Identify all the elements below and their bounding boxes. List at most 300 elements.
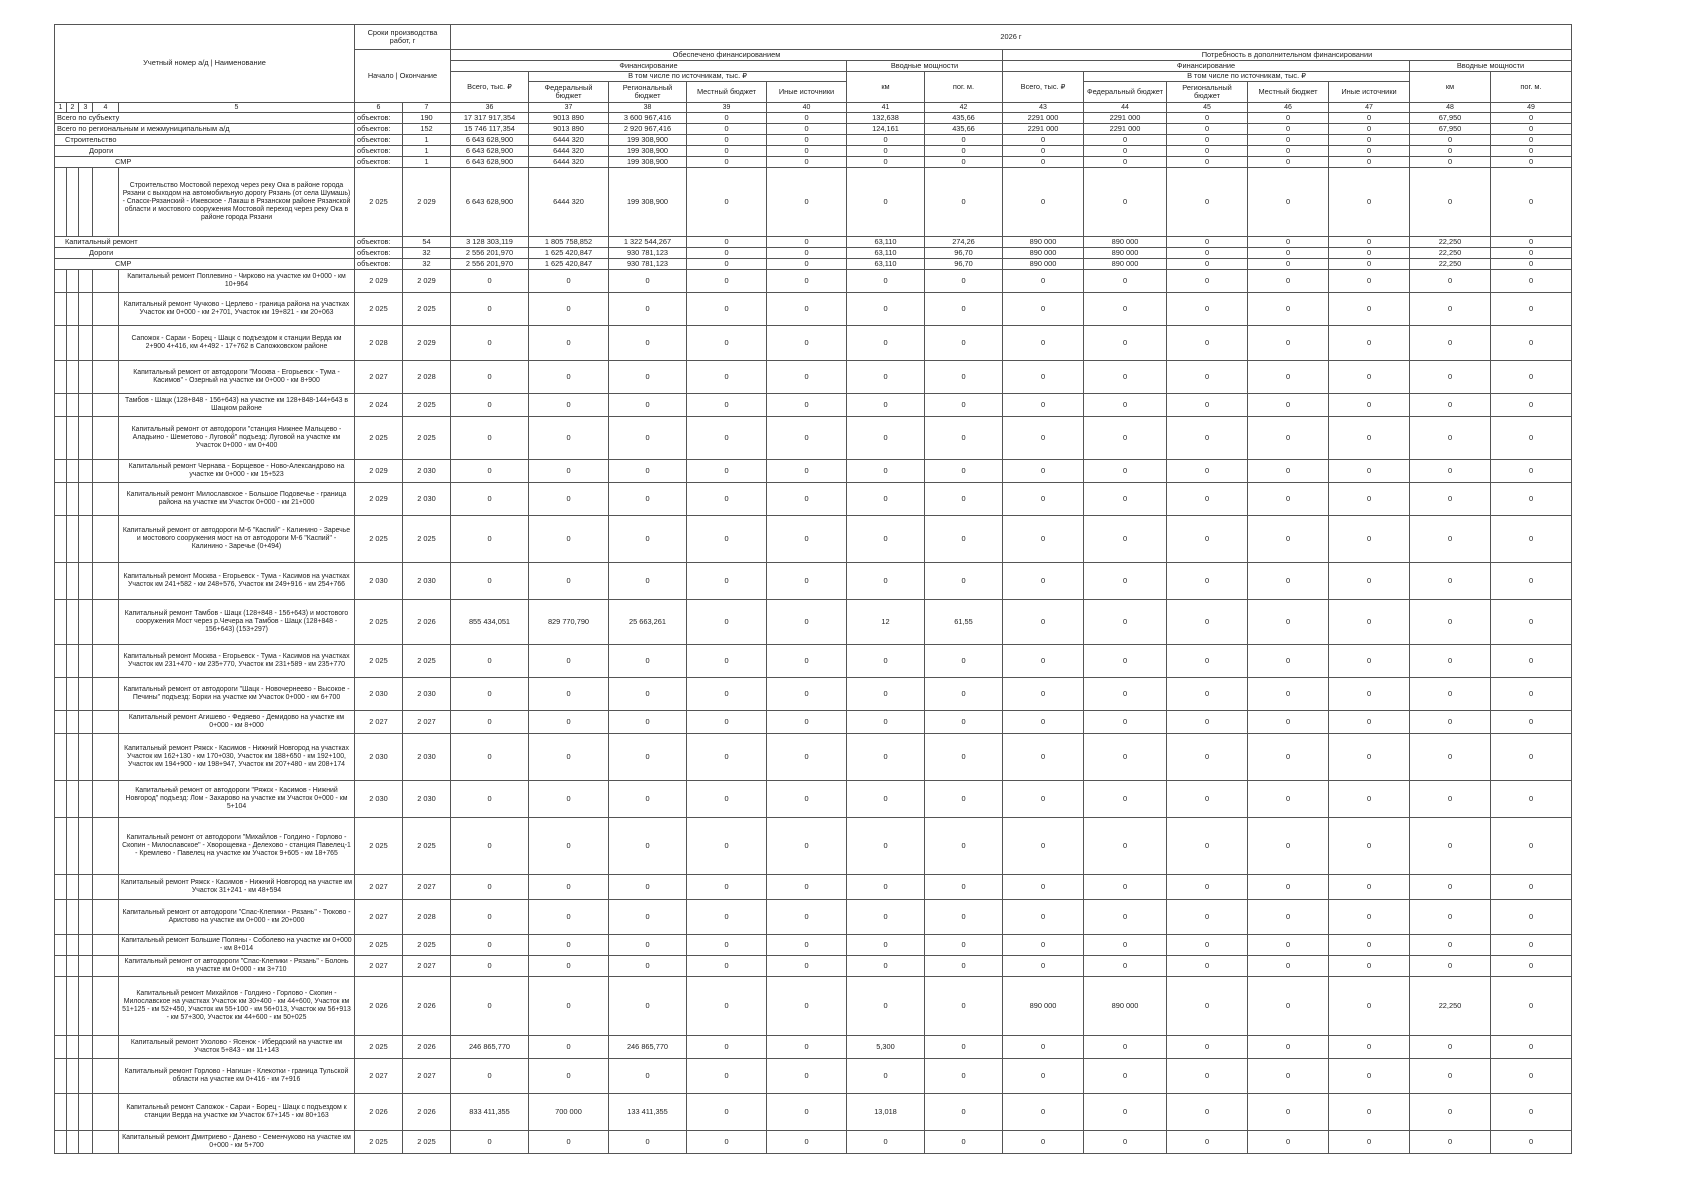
value-cell: 0	[1329, 135, 1410, 146]
value-cell: 0	[687, 326, 767, 361]
column-number: 44	[1084, 103, 1167, 113]
indent-cell	[67, 875, 79, 900]
value-cell: 0	[1084, 956, 1167, 977]
value-cell: 0	[1248, 563, 1329, 600]
value-cell: 0	[1167, 361, 1248, 394]
value-cell: 0	[529, 417, 609, 460]
value-cell: 0	[925, 483, 1003, 516]
value-cell: 0	[1167, 460, 1248, 483]
column-number: 4	[93, 103, 119, 113]
object-name: Капитальный ремонт Ряжск - Касимов - Нижний Новгород на участках Участок км 162+130 - км 170+030, Участок км 188+650 - км 192+100, Участок км 194+900 - км 198+947, Участок км 207+480 - км 208+174	[119, 734, 355, 781]
value-cell: 246 865,770	[451, 1036, 529, 1059]
indent-cell	[67, 977, 79, 1036]
end-year: 2 030	[403, 734, 451, 781]
value-cell: 0	[1084, 135, 1167, 146]
indent-cell	[93, 483, 119, 516]
value-cell: 0	[1491, 113, 1572, 124]
value-cell: 0	[1003, 956, 1084, 977]
indent-cell	[93, 600, 119, 645]
value-cell: 2 556 201,970	[451, 248, 529, 259]
value-cell: 0	[1084, 645, 1167, 678]
value-cell: 0	[1329, 645, 1410, 678]
value-cell: 0	[529, 956, 609, 977]
value-cell: 0	[1329, 1059, 1410, 1094]
table-row	[55, 1131, 1572, 1154]
value-cell: 0	[1410, 645, 1491, 678]
column-number: 2	[67, 103, 79, 113]
objects-label: объектов:	[355, 113, 403, 124]
value-cell: 0	[1003, 394, 1084, 417]
value-cell: 0	[451, 563, 529, 600]
indent-cell	[79, 900, 93, 935]
value-cell: 0	[767, 157, 847, 168]
value-cell: 0	[767, 394, 847, 417]
value-cell: 0	[1248, 1059, 1329, 1094]
value-cell: 0	[1084, 600, 1167, 645]
start-year: 2 030	[355, 734, 403, 781]
end-year: 2 027	[403, 711, 451, 734]
value-cell: 0	[1491, 516, 1572, 563]
value-cell: 0	[1248, 977, 1329, 1036]
value-cell: 435,66	[925, 113, 1003, 124]
indent-cell	[79, 516, 93, 563]
header-capacity: Вводные мощности	[847, 61, 1003, 72]
value-cell: 0	[925, 394, 1003, 417]
end-year: 2 027	[403, 875, 451, 900]
value-cell: 0	[1491, 394, 1572, 417]
value-cell: 0	[1329, 113, 1410, 124]
value-cell: 0	[1248, 900, 1329, 935]
end-year: 2 030	[403, 563, 451, 600]
value-cell: 0	[1084, 678, 1167, 711]
value-cell: 0	[1410, 146, 1491, 157]
value-cell: 0	[1410, 361, 1491, 394]
indent-cell	[55, 361, 67, 394]
value-cell: 0	[451, 361, 529, 394]
value-cell: 0	[1410, 460, 1491, 483]
value-cell: 0	[1167, 326, 1248, 361]
value-cell: 0	[687, 900, 767, 935]
value-cell: 0	[847, 645, 925, 678]
value-cell: 930 781,123	[609, 259, 687, 270]
objects-label: объектов:	[355, 237, 403, 248]
value-cell: 0	[1003, 135, 1084, 146]
value-cell: 0	[1248, 1131, 1329, 1154]
value-cell: 0	[609, 818, 687, 875]
end-year: 2 026	[403, 1036, 451, 1059]
value-cell: 133 411,355	[609, 1094, 687, 1131]
value-cell: 0	[451, 293, 529, 326]
value-cell: 0	[687, 157, 767, 168]
value-cell: 9013 890	[529, 124, 609, 135]
value-cell: 0	[451, 678, 529, 711]
value-cell: 0	[925, 270, 1003, 293]
value-cell: 0	[1491, 678, 1572, 711]
start-year: 2 025	[355, 1131, 403, 1154]
value-cell: 0	[1003, 146, 1084, 157]
value-cell: 0	[1491, 875, 1572, 900]
indent-cell	[79, 1131, 93, 1154]
column-number: 46	[1248, 103, 1329, 113]
value-cell: 0	[529, 818, 609, 875]
value-cell: 0	[1491, 157, 1572, 168]
value-cell: 0	[1167, 146, 1248, 157]
object-name: Капитальный ремонт Ухолово - Ясенок - Ибердский на участке км Участок 5+843 - км 11+143	[119, 1036, 355, 1059]
value-cell: 0	[1491, 259, 1572, 270]
value-cell: 1 805 758,852	[529, 237, 609, 248]
value-cell: 0	[1167, 1059, 1248, 1094]
value-cell: 0	[609, 483, 687, 516]
end-year: 2 030	[403, 781, 451, 818]
indent-cell	[79, 270, 93, 293]
table-row	[55, 516, 1572, 563]
value-cell: 0	[1248, 113, 1329, 124]
value-cell: 930 781,123	[609, 248, 687, 259]
table-row	[55, 875, 1572, 900]
value-cell: 0	[767, 1059, 847, 1094]
table-row	[55, 361, 1572, 394]
value-cell: 0	[1167, 818, 1248, 875]
value-cell: 0	[1329, 900, 1410, 935]
value-cell: 0	[687, 1094, 767, 1131]
value-cell: 0	[1329, 483, 1410, 516]
aggregate-row	[55, 146, 1572, 157]
value-cell: 0	[1329, 875, 1410, 900]
value-cell: 0	[1329, 678, 1410, 711]
aggregate-label: СМР	[55, 157, 355, 168]
value-cell: 0	[451, 781, 529, 818]
object-name: Строительство Мостовой переход через реку Ока в районе города Рязани с выходом на автомобильную дорогу Рязань (от села Шумашь) - Спасск-Рязанский - Ижевское - Лакаш в Рязанском районе Рязанской области и мостового сооружения Мостовой переход через реку Ока в районе города Рязани	[119, 168, 355, 237]
table-row	[55, 818, 1572, 875]
value-cell: 0	[1329, 270, 1410, 293]
value-cell: 0	[1003, 711, 1084, 734]
value-cell: 0	[925, 977, 1003, 1036]
header-pog: пог. м.	[925, 72, 1003, 103]
objects-label: объектов:	[355, 157, 403, 168]
column-number: 38	[609, 103, 687, 113]
indent-cell	[67, 711, 79, 734]
value-cell: 0	[1491, 237, 1572, 248]
value-cell: 0	[1248, 326, 1329, 361]
header-financing: Финансирование	[451, 61, 847, 72]
value-cell: 0	[1491, 1036, 1572, 1059]
column-number: 42	[925, 103, 1003, 113]
value-cell: 1 625 420,847	[529, 248, 609, 259]
table-row	[55, 394, 1572, 417]
object-name: Тамбов - Шацк (128+848 - 156+643) на участке км 128+848-144+643 в Шацком районе	[119, 394, 355, 417]
start-year: 2 027	[355, 900, 403, 935]
indent-cell	[79, 711, 93, 734]
value-cell: 890 000	[1084, 237, 1167, 248]
value-cell: 0	[847, 516, 925, 563]
indent-cell	[93, 361, 119, 394]
value-cell: 0	[1248, 781, 1329, 818]
value-cell: 0	[1167, 956, 1248, 977]
value-cell: 61,55	[925, 600, 1003, 645]
value-cell: 0	[925, 956, 1003, 977]
value-cell: 0	[609, 417, 687, 460]
value-cell: 17 317 917,354	[451, 113, 529, 124]
value-cell: 0	[1003, 483, 1084, 516]
table-row	[55, 326, 1572, 361]
indent-cell	[93, 900, 119, 935]
value-cell: 0	[687, 394, 767, 417]
value-cell: 0	[529, 1131, 609, 1154]
value-cell: 0	[767, 516, 847, 563]
value-cell: 0	[767, 237, 847, 248]
value-cell: 0	[451, 326, 529, 361]
value-cell: 6 643 628,900	[451, 146, 529, 157]
object-name: Капитальный ремонт от автодороги "Москва - Егорьевск - Тума - Касимов" - Озерный на участке км 0+000 - км 8+900	[119, 361, 355, 394]
start-year: 2 030	[355, 563, 403, 600]
value-cell: 0	[847, 818, 925, 875]
indent-cell	[79, 734, 93, 781]
table-row	[55, 977, 1572, 1036]
value-cell: 0	[1084, 168, 1167, 237]
value-cell: 0	[1410, 678, 1491, 711]
start-year: 2 025	[355, 293, 403, 326]
header-terms: Сроки производства работ, г	[355, 25, 451, 50]
indent-cell	[79, 483, 93, 516]
value-cell: 0	[1248, 600, 1329, 645]
indent-cell	[79, 645, 93, 678]
value-cell: 0	[687, 1131, 767, 1154]
value-cell: 0	[1410, 293, 1491, 326]
value-cell: 890 000	[1084, 259, 1167, 270]
value-cell: 0	[1003, 168, 1084, 237]
indent-cell	[55, 935, 67, 956]
value-cell: 0	[1410, 1131, 1491, 1154]
indent-cell	[55, 293, 67, 326]
value-cell: 0	[1248, 248, 1329, 259]
value-cell: 0	[1167, 394, 1248, 417]
value-cell: 0	[1084, 1059, 1167, 1094]
indent-cell	[55, 711, 67, 734]
value-cell: 0	[1491, 711, 1572, 734]
value-cell: 0	[1329, 563, 1410, 600]
start-year: 2 029	[355, 460, 403, 483]
column-number: 41	[847, 103, 925, 113]
value-cell: 0	[609, 516, 687, 563]
table-row	[55, 781, 1572, 818]
start-year: 2 028	[355, 326, 403, 361]
value-cell: 0	[609, 293, 687, 326]
indent-cell	[79, 1036, 93, 1059]
indent-cell	[79, 563, 93, 600]
value-cell: 0	[925, 1036, 1003, 1059]
value-cell: 0	[767, 1131, 847, 1154]
value-cell: 0	[847, 417, 925, 460]
value-cell: 0	[1003, 361, 1084, 394]
value-cell: 0	[1003, 516, 1084, 563]
value-cell: 0	[847, 734, 925, 781]
aggregate-label: Дороги	[55, 248, 355, 259]
value-cell: 1 625 420,847	[529, 259, 609, 270]
value-cell: 0	[1491, 977, 1572, 1036]
value-cell: 0	[1003, 875, 1084, 900]
value-cell: 0	[1248, 460, 1329, 483]
value-cell: 0	[687, 678, 767, 711]
objects-label: объектов:	[355, 124, 403, 135]
value-cell: 6 643 628,900	[451, 135, 529, 146]
value-cell: 0	[1084, 394, 1167, 417]
header-other-need: Иные источники	[1329, 82, 1410, 103]
value-cell: 0	[451, 1059, 529, 1094]
value-cell: 0	[687, 259, 767, 270]
value-cell: 0	[529, 875, 609, 900]
indent-cell	[67, 956, 79, 977]
indent-cell	[93, 460, 119, 483]
value-cell: 890 000	[1003, 248, 1084, 259]
indent-cell	[55, 270, 67, 293]
indent-cell	[79, 935, 93, 956]
indent-cell	[67, 734, 79, 781]
indent-cell	[67, 417, 79, 460]
value-cell: 22,250	[1410, 237, 1491, 248]
value-cell: 0	[1003, 678, 1084, 711]
column-number: 1	[55, 103, 67, 113]
objects-count: 32	[403, 259, 451, 270]
value-cell: 0	[847, 875, 925, 900]
table-row	[55, 935, 1572, 956]
value-cell: 0	[1167, 124, 1248, 135]
value-cell: 0	[847, 293, 925, 326]
indent-cell	[79, 168, 93, 237]
value-cell: 0	[1491, 270, 1572, 293]
value-cell: 0	[847, 900, 925, 935]
value-cell: 0	[767, 935, 847, 956]
value-cell: 0	[1003, 900, 1084, 935]
start-year: 2 027	[355, 711, 403, 734]
objects-count: 1	[403, 135, 451, 146]
value-cell: 0	[687, 460, 767, 483]
value-cell: 0	[1084, 326, 1167, 361]
value-cell: 0	[1491, 248, 1572, 259]
value-cell: 132,638	[847, 113, 925, 124]
header-federal: Федеральный бюджет	[529, 82, 609, 103]
header-need: Потребность в дополнительном финансировании	[1003, 50, 1572, 61]
indent-cell	[67, 645, 79, 678]
value-cell: 0	[925, 678, 1003, 711]
indent-cell	[55, 875, 67, 900]
value-cell: 0	[1329, 394, 1410, 417]
value-cell: 0	[1248, 168, 1329, 237]
end-year: 2 025	[403, 1131, 451, 1154]
table-row	[55, 483, 1572, 516]
value-cell: 124,161	[847, 124, 925, 135]
value-cell: 0	[1410, 900, 1491, 935]
object-name: Капитальный ремонт Сапожок - Сараи - Борец - Шацк с подъездом к станции Верда на участке км Участок 67+145 - км 80+163	[119, 1094, 355, 1131]
value-cell: 0	[1491, 417, 1572, 460]
value-cell: 0	[1084, 483, 1167, 516]
value-cell: 0	[1410, 1059, 1491, 1094]
indent-cell	[67, 293, 79, 326]
value-cell: 0	[609, 361, 687, 394]
value-cell: 0	[1248, 270, 1329, 293]
value-cell: 0	[1003, 563, 1084, 600]
column-number: 7	[403, 103, 451, 113]
value-cell: 0	[1248, 146, 1329, 157]
objects-label: объектов:	[355, 248, 403, 259]
value-cell: 0	[529, 394, 609, 417]
value-cell: 0	[1329, 361, 1410, 394]
value-cell: 0	[687, 361, 767, 394]
value-cell: 0	[1248, 259, 1329, 270]
indent-cell	[79, 875, 93, 900]
table-row	[55, 270, 1572, 293]
end-year: 2 028	[403, 361, 451, 394]
value-cell: 0	[1410, 516, 1491, 563]
end-year: 2 026	[403, 1094, 451, 1131]
value-cell: 0	[1248, 135, 1329, 146]
value-cell: 0	[1329, 168, 1410, 237]
object-name: Капитальный ремонт Тамбов - Шацк (128+848 - 156+643) и мостового сооружения Мост через р.Чечера на Тамбов - Шацк (128+848 - 156+643) (153+297)	[119, 600, 355, 645]
value-cell: 0	[925, 875, 1003, 900]
objects-label: объектов:	[355, 146, 403, 157]
value-cell: 0	[1248, 678, 1329, 711]
aggregate-label: Капитальный ремонт	[55, 237, 355, 248]
value-cell: 0	[1167, 600, 1248, 645]
indent-cell	[67, 1094, 79, 1131]
value-cell: 0	[925, 516, 1003, 563]
value-cell: 0	[767, 113, 847, 124]
indent-cell	[67, 818, 79, 875]
indent-cell	[55, 781, 67, 818]
header-federal-need: Федеральный бюджет	[1084, 82, 1167, 103]
table-row	[55, 900, 1572, 935]
value-cell: 0	[767, 417, 847, 460]
header-local: Местный бюджет	[687, 82, 767, 103]
value-cell: 0	[847, 781, 925, 818]
value-cell: 0	[1329, 600, 1410, 645]
value-cell: 0	[1329, 818, 1410, 875]
objects-count: 32	[403, 248, 451, 259]
value-cell: 0	[1167, 875, 1248, 900]
value-cell: 0	[1003, 1131, 1084, 1154]
value-cell: 0	[925, 645, 1003, 678]
value-cell: 13,018	[847, 1094, 925, 1131]
value-cell: 0	[1491, 124, 1572, 135]
value-cell: 0	[767, 361, 847, 394]
value-cell: 0	[767, 270, 847, 293]
value-cell: 0	[767, 168, 847, 237]
value-cell: 0	[609, 900, 687, 935]
header-capacity-need: Вводные мощности	[1410, 61, 1572, 72]
value-cell: 0	[847, 1059, 925, 1094]
value-cell: 890 000	[1003, 259, 1084, 270]
column-number: 40	[767, 103, 847, 113]
value-cell: 2291 000	[1084, 124, 1167, 135]
value-cell: 0	[767, 124, 847, 135]
value-cell: 0	[767, 326, 847, 361]
end-year: 2 026	[403, 600, 451, 645]
end-year: 2 025	[403, 293, 451, 326]
value-cell: 0	[687, 135, 767, 146]
value-cell: 0	[609, 781, 687, 818]
value-cell: 0	[687, 248, 767, 259]
indent-cell	[55, 326, 67, 361]
value-cell: 0	[767, 146, 847, 157]
object-name: Капитальный ремонт Чернава - Борщевое - Ново-Александрово на участке км 0+000 - км 15+523	[119, 460, 355, 483]
value-cell: 63,110	[847, 248, 925, 259]
value-cell: 0	[1167, 168, 1248, 237]
value-cell: 890 000	[1084, 248, 1167, 259]
value-cell: 0	[1248, 734, 1329, 781]
value-cell: 0	[1084, 157, 1167, 168]
column-number: 43	[1003, 103, 1084, 113]
value-cell: 0	[1410, 781, 1491, 818]
value-cell: 0	[1248, 124, 1329, 135]
